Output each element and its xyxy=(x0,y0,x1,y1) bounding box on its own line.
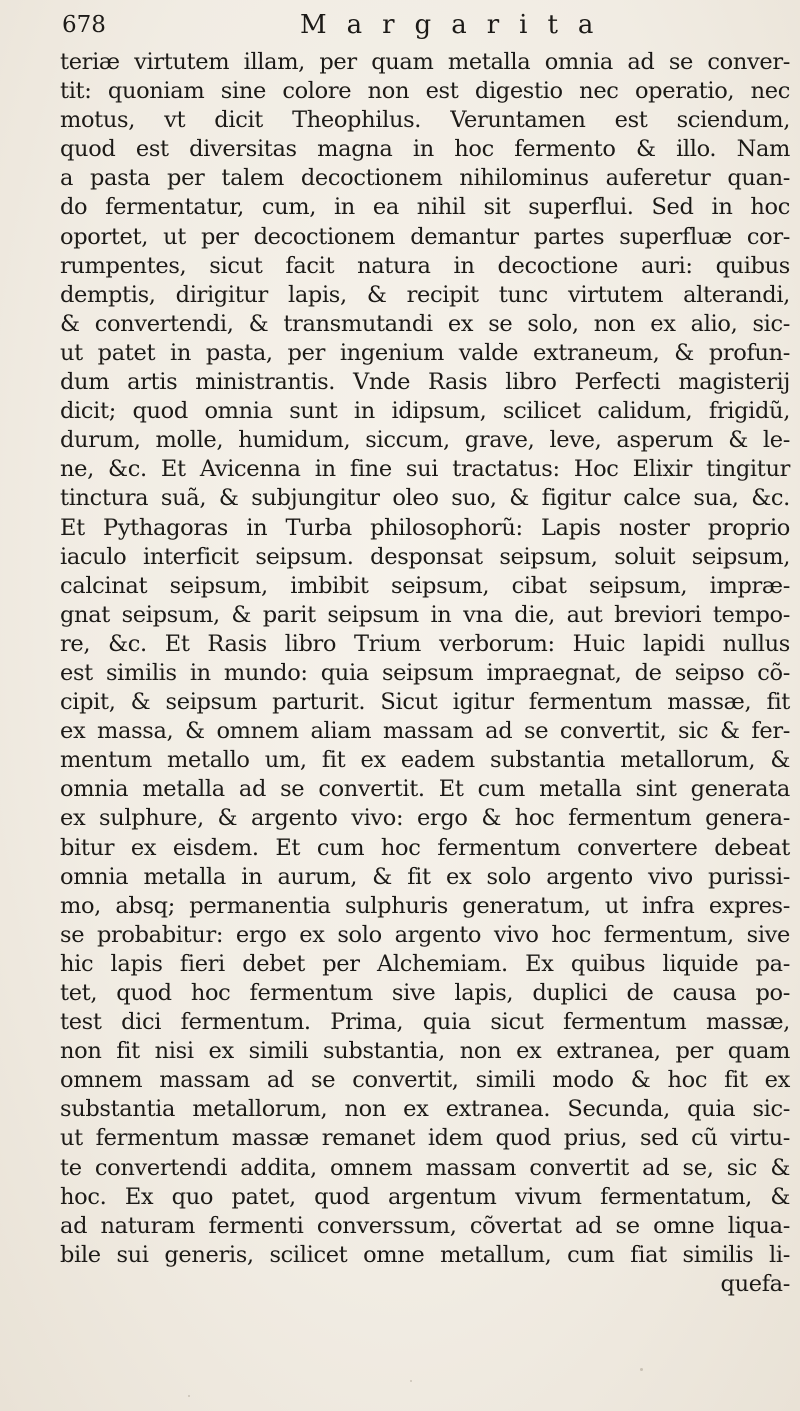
text-line: do fermentatur, cum, in ea nihil sit superflui. Sed in hoc xyxy=(60,194,790,221)
paper-speck xyxy=(640,1368,643,1371)
text-line: ne, &c. Et Avicenna in fine sui tractatus: Hoc Elixir tingitur xyxy=(60,456,790,483)
text-line: ex sulphure, & argento vivo: ergo & hoc fermentum genera- xyxy=(60,805,790,832)
text-line: mentum metallo um, fit ex eadem substantia metallorum, & xyxy=(60,747,790,774)
text-line: ut fermentum massæ remanet idem quod prius, sed cũ virtu- xyxy=(60,1125,790,1152)
text-line: omnem massam ad se convertit, simili modo & hoc fit ex xyxy=(60,1067,790,1094)
text-line: demptis, dirigitur lapis, & recipit tunc virtutem alterandi, xyxy=(60,281,790,308)
text-line: teriæ virtutem illam, per quam metalla omnia ad se conver- xyxy=(60,49,790,75)
text-line: hoc. Ex quo patet, quod argentum vivum fermentatum, & xyxy=(60,1183,790,1210)
text-line: test dici fermentum. Prima, quia sicut fermentum massæ, xyxy=(60,1009,790,1036)
running-title: Margarita xyxy=(300,10,614,40)
text-line: quod est diversitas magna in hoc fermento & illo. Nam xyxy=(60,136,790,163)
text-line: est similis in mundo: quia seipsum impraegnat, de seipso cõ- xyxy=(60,659,790,686)
text-line: Et Pythagoras in Turba philosophorũ: Lapis noster proprio xyxy=(60,514,790,541)
text-line: gnat seipsum, & parit seipsum in vna die, aut breviori tempo- xyxy=(60,601,790,628)
text-line: rumpentes, sicut facit natura in decoctione auri: quibus xyxy=(60,252,790,279)
text-line: bile sui generis, scilicet omne metallum, cum fiat similis li- xyxy=(60,1241,790,1268)
text-line: tinctura suã, & subjungitur oleo suo, & figitur calce sua, &c. xyxy=(60,485,790,512)
text-line: ut patet in pasta, per ingenium valde extraneum, & profun- xyxy=(60,339,790,366)
page-header xyxy=(62,8,782,48)
text-line: dicit; quod omnia sunt in idipsum, scilicet calidum, frigidũ, xyxy=(60,398,790,425)
text-line: omnia metalla in aurum, & fit ex solo argento vivo purissi- xyxy=(60,863,790,890)
text-line: ex massa, & omnem aliam massam ad se convertit, sic & fer- xyxy=(60,718,790,745)
text-line: omnia metalla ad se convertit. Et cum metalla sint generata xyxy=(60,776,790,803)
text-line: hic lapis fieri debet per Alchemiam. Ex quibus liquide pa- xyxy=(60,950,790,977)
text-line: mo, absq; permanentia sulphuris generatum, ut infra expres- xyxy=(60,892,790,919)
text-line: bitur ex eisdem. Et cum hoc fermentum convertere debeat xyxy=(60,834,790,861)
text-line: non fit nisi ex simili substantia, non ex extranea, per quam xyxy=(60,1038,790,1065)
catchword: quefa- xyxy=(720,1270,790,1297)
text-line: dum artis ministrantis. Vnde Rasis libro Perfecti magisterij xyxy=(60,369,790,396)
text-line: te convertendi addita, omnem massam convertit ad se, sic & xyxy=(60,1154,790,1181)
text-line: calcinat seipsum, imbibit seipsum, cibat seipsum, impræ- xyxy=(60,572,790,599)
text-line: se probabitur: ergo ex solo argento vivo hoc fermentum, sive xyxy=(60,921,790,948)
paper-speck xyxy=(188,1395,190,1397)
text-line: tet, quod hoc fermentum sive lapis, duplici de causa po- xyxy=(60,980,790,1006)
text-line: a pasta per talem decoctionem nihilominus auferetur quan- xyxy=(60,165,790,192)
text-line: durum, molle, humidum, siccum, grave, leve, asperum & le- xyxy=(60,427,790,454)
text-line: re, &c. Et Rasis libro Trium verborum: Huic lapidi nullus xyxy=(60,630,790,657)
body-text xyxy=(60,48,790,1299)
paper-speck xyxy=(410,1380,412,1382)
page-number: 678 xyxy=(62,12,106,38)
text-line: & convertendi, & transmutandi ex se solo, non ex alio, sic- xyxy=(60,310,790,337)
text-line: iaculo interficit seipsum. desponsat seipsum, soluit seipsum, xyxy=(60,543,790,570)
text-line: tit: quoniam sine colore non est digestio nec operatio, nec xyxy=(60,78,790,105)
text-line: motus, vt dicit Theophilus. Veruntamen est sciendum, xyxy=(60,107,790,134)
text-line: substantia metallorum, non ex extranea. Secunda, quia sic- xyxy=(60,1096,790,1123)
text-line: ad naturam fermenti converssum, cõvertat ad se omne liqua- xyxy=(60,1212,790,1239)
text-line: oportet, ut per decoctionem demantur partes superfluæ cor- xyxy=(60,223,790,250)
text-line: cipit, & seipsum parturit. Sicut igitur fermentum massæ, fit xyxy=(60,689,790,716)
